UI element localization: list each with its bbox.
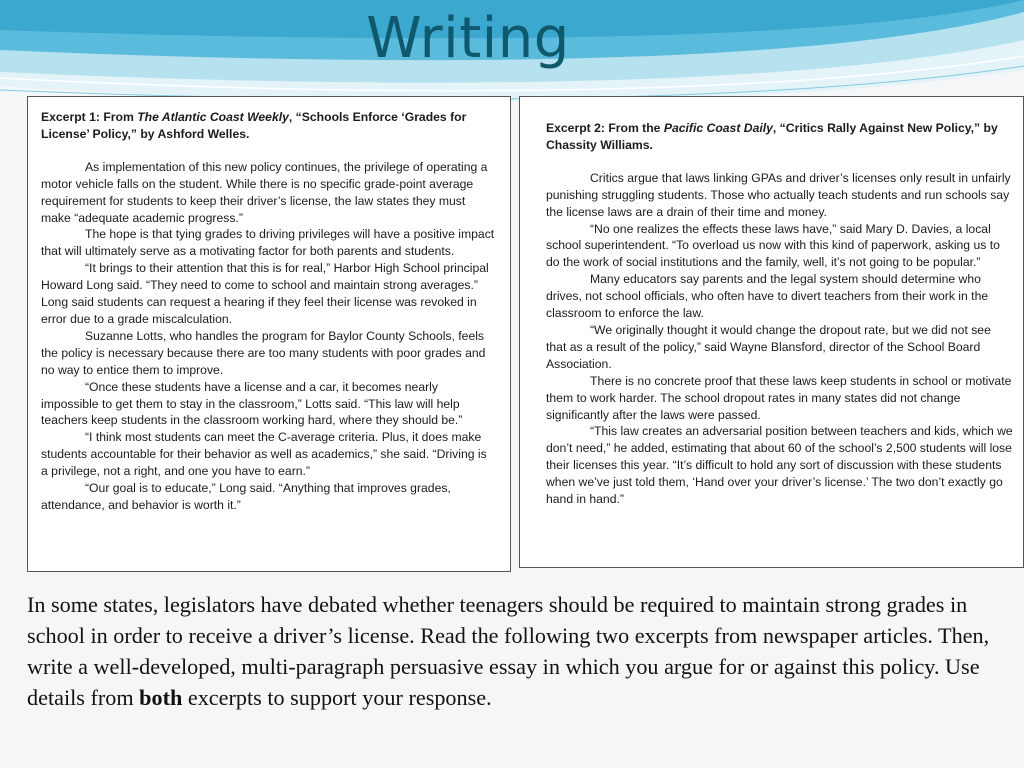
excerpt-2-heading-rest: , “Critics Rally Against New Policy,” by Chassity Williams. xyxy=(546,121,998,152)
excerpt-1-paragraph: “It brings to their attention that this is for real,” Harbor High School principal Howard Long said. “They need to come to school and maintain strong averages.” Long said students can request a hearing if they feel their license was revoked in error due to a grade miscalculation. xyxy=(41,261,489,326)
excerpt-1-paragraph: “Once these students have a license and a car, it becomes nearly impossible to get them to stay in the classroom,” Lotts said. “This law will help teachers keep students in the classroom working hard, where they should be.” xyxy=(41,379,463,428)
excerpt-2-paragraph: “No one realizes the effects these laws have,” said Mary D. Davies, a local school superintendent. “To overload us now with this kind of paperwork, asking us to do the work of social institutions and the family, well, it’s not going to be popular.” xyxy=(546,221,1000,270)
excerpt-2-paragraph: “We originally thought it would change the dropout rate, but we did not see that as a result of the policy,” said Wayne Blansford, director of the School Board Association. xyxy=(546,322,991,371)
excerpt-1-publication: The Atlantic Coast Weekly xyxy=(137,110,289,124)
excerpt-2-paragraph: There is no concrete proof that these laws keep students in school or motivate them to work harder. The school dropout rates in many states did not change significantly after the laws were passed. xyxy=(546,373,1012,422)
writing-prompt-emphasis: both xyxy=(139,684,183,710)
excerpt-1-paragraph: “I think most students can meet the C-average criteria. Plus, it does make students accountable for their behavior as well as academics,” she said. “Driving is a privilege, not a right, and one you have to earn.” xyxy=(41,430,487,479)
excerpt-2-paragraph: “This law creates an adversarial position between teachers and kids, which we don’t need,” he added, estimating that about 60 of the school’s 2,500 students will lose their licenses this year. “It’s difficult to hold any sort of discussion with these students when we’ve just told them, ‘Hand over your driver’s license.’ The two don’t exactly go hand in hand.” xyxy=(546,424,1013,507)
writing-prompt xyxy=(27,590,1007,714)
writing-prompt-text-end: excerpts to support your response. xyxy=(182,684,492,710)
excerpt-1-heading-rest: , “Schools Enforce ‘Grades for License’ Policy,” by Ashford Welles. xyxy=(41,110,467,141)
excerpt-2-paragraph: Critics argue that laws linking GPAs and driver’s licenses only result in unfairly punishing struggling students. Those who actually teach students and run schools say the license laws are a drain of their time and money. xyxy=(546,170,1011,219)
excerpt-1-panel xyxy=(27,96,511,572)
excerpt-2-heading-lead: Excerpt 2: From the xyxy=(546,121,664,135)
excerpt-2-publication: Pacific Coast Daily xyxy=(663,121,773,135)
excerpt-2-paragraph: Many educators say parents and the legal system should determine who drives, not school officials, who often have to divert teachers from their work in the classroom to enforce the law. xyxy=(546,272,989,321)
excerpt-1-paragraph: “Our goal is to educate,” Long said. “Anything that improves grades, attendance, and behavior is worth it.” xyxy=(41,481,451,512)
writing-prompt-text: In some states, legislators have debated whether teenagers should be required to maintain strong grades in school in order to receive a driver’s license. Read the following two excerpts from newspaper articles. Then, write a well-developed, multi-paragraph persuasive essay in which you argue for or against this policy. Use details from xyxy=(27,592,990,710)
excerpt-2-heading xyxy=(546,120,1013,154)
slide-title: Writing xyxy=(366,6,570,71)
excerpt-1-heading-lead: Excerpt 1: From xyxy=(41,110,138,124)
excerpt-1-paragraph: The hope is that tying grades to driving privileges will have a positive impact that will ultimately serve as a motivating factor for both parents and students. xyxy=(41,227,495,259)
excerpt-1-paragraph: Suzanne Lotts, who handles the program for Baylor County Schools, feels the policy is necessary because there are too many students with poor grades and no way to entice them to improve. xyxy=(41,328,486,377)
excerpt-1-paragraph: As implementation of this new policy continues, the privilege of operating a motor vehicle falls on the student. While there is no specific grade-point average requirement for students to keep their driver’s license, the law states they must make “adequate academic progress.” xyxy=(41,159,488,225)
excerpt-1-heading xyxy=(41,109,496,143)
excerpt-2-panel xyxy=(519,96,1024,568)
